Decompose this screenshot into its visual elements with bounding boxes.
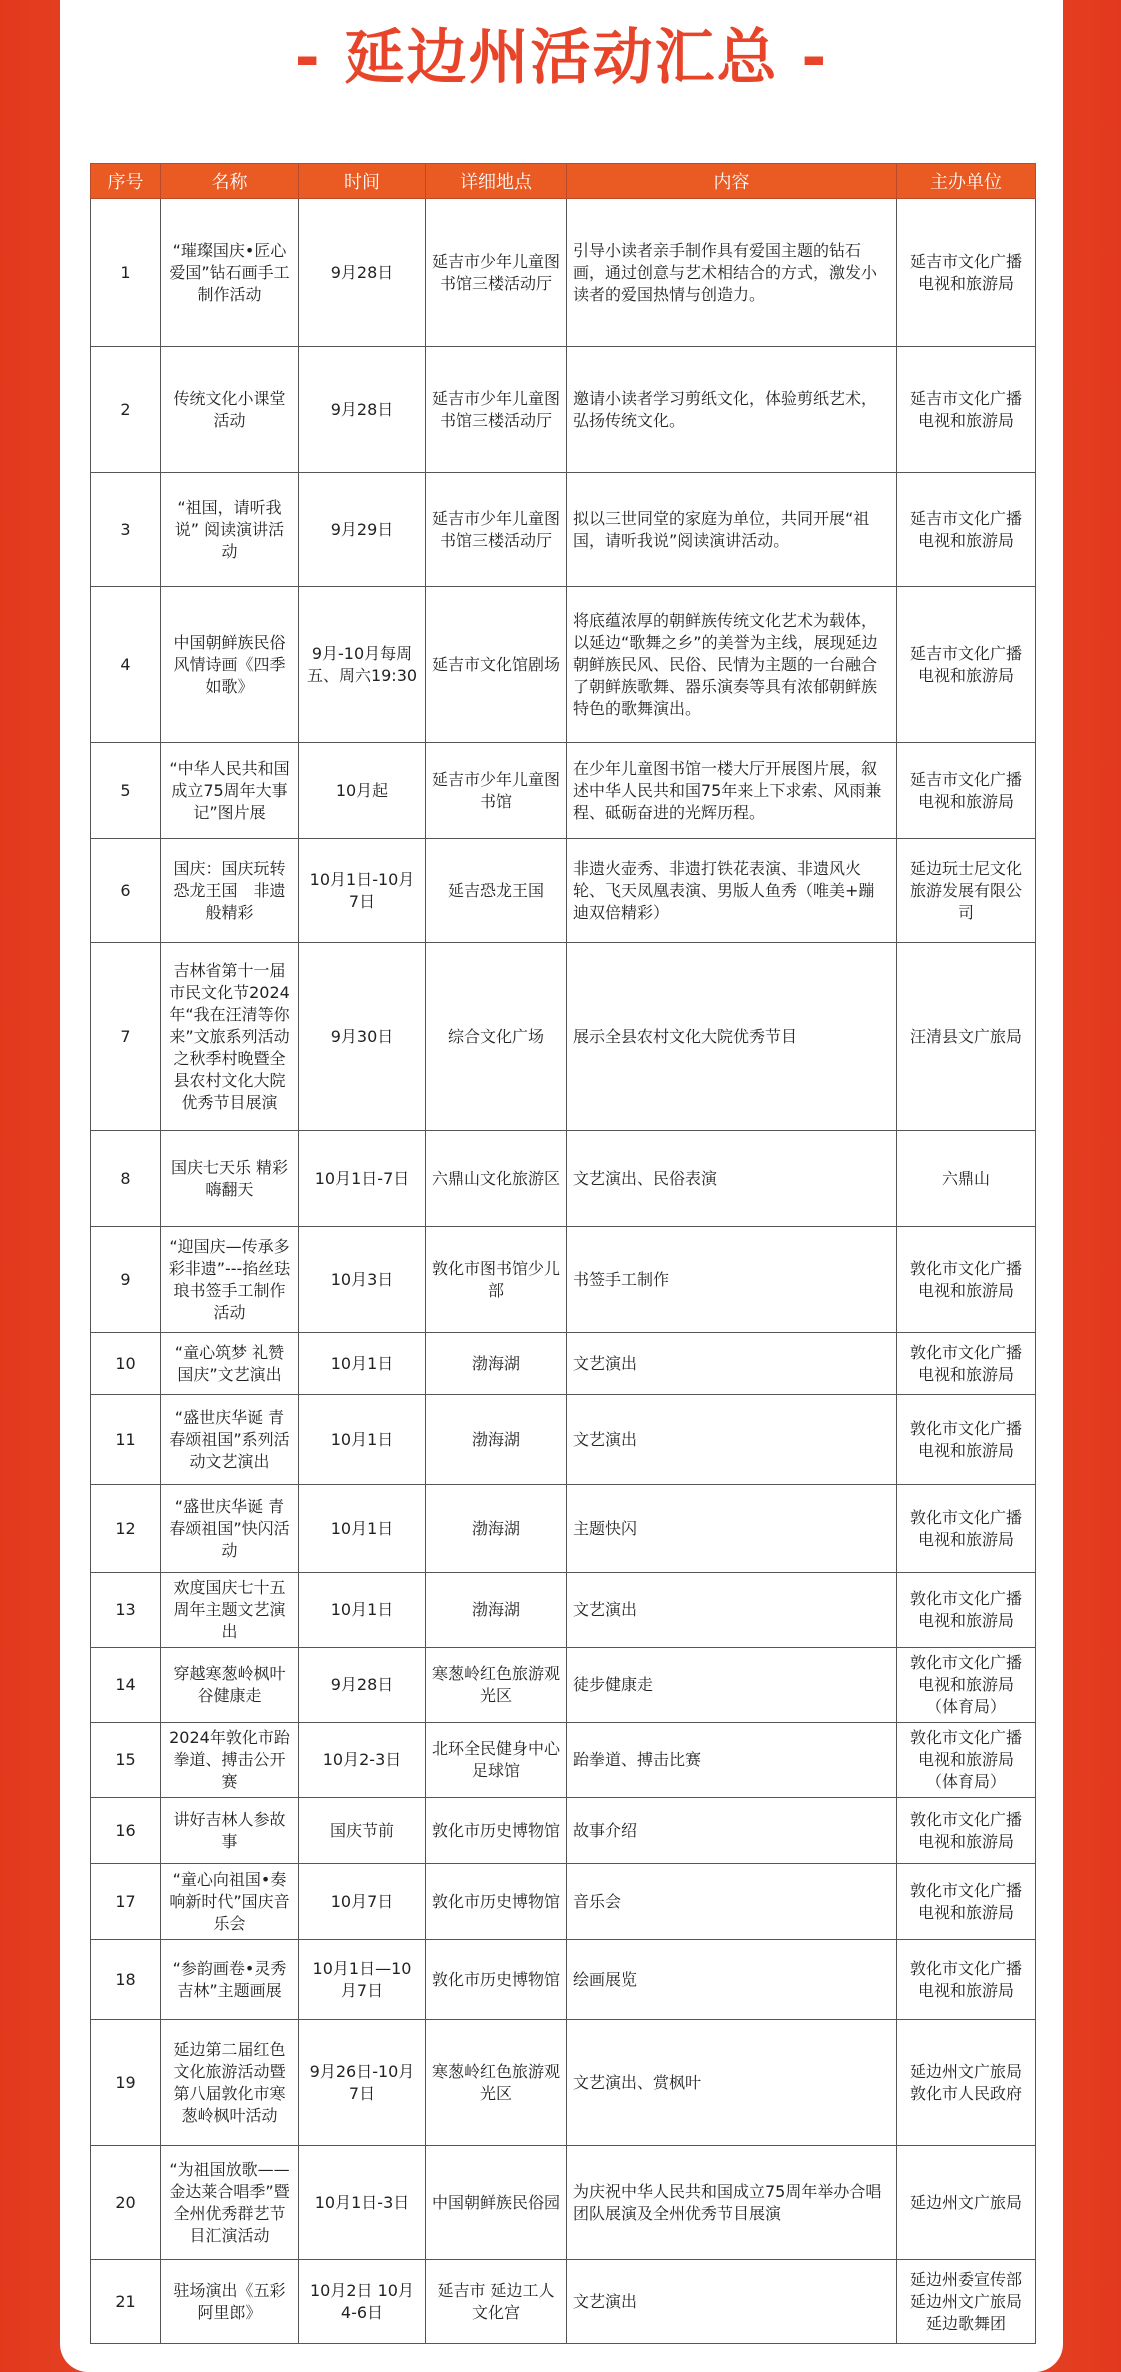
- time-cell: 10月2日 10月4-6日: [299, 2260, 426, 2344]
- time-cell: 9月28日: [299, 347, 426, 473]
- content-cell: 文艺演出: [567, 1573, 897, 1648]
- location-cell: 综合文化广场: [426, 943, 567, 1131]
- index-cell: 1: [91, 199, 161, 347]
- index-cell: 3: [91, 473, 161, 587]
- name-cell: “盛世庆华诞 青春颂祖国”快闪活动: [161, 1485, 299, 1573]
- time-cell: 10月1日-10月7日: [299, 839, 426, 943]
- name-cell: “迎国庆—传承多彩非遗”---掐丝珐琅书签手工制作活动: [161, 1227, 299, 1333]
- location-cell: 寒葱岭红色旅游观光区: [426, 2020, 567, 2146]
- table-row: [91, 2146, 1036, 2260]
- location-cell: 延吉市少年儿童图书馆: [426, 743, 567, 839]
- name-cell: 2024年敦化市跆拳道、搏击公开赛: [161, 1723, 299, 1798]
- table-row: [91, 943, 1036, 1131]
- table-row: [91, 1573, 1036, 1648]
- index-cell: 16: [91, 1798, 161, 1864]
- content-cell: 主题快闪: [567, 1485, 897, 1573]
- organizer-cell: 汪清县文广旅局: [897, 943, 1036, 1131]
- time-cell: 10月1日: [299, 1485, 426, 1573]
- index-cell: 18: [91, 1940, 161, 2020]
- header-content: 内容: [567, 164, 897, 199]
- time-cell: 10月起: [299, 743, 426, 839]
- time-cell: 9月28日: [299, 199, 426, 347]
- index-cell: 9: [91, 1227, 161, 1333]
- organizer-cell: 延吉市文化广播电视和旅游局: [897, 347, 1036, 473]
- location-cell: 渤海湖: [426, 1573, 567, 1648]
- content-cell: 文艺演出: [567, 1395, 897, 1485]
- table-row: [91, 473, 1036, 587]
- name-cell: “璀璨国庆•匠心爱国”钻石画手工制作活动: [161, 199, 299, 347]
- content-cell: 绘画展览: [567, 1940, 897, 2020]
- content-cell: 在少年儿童图书馆一楼大厅开展图片展，叙述中华人民共和国75年来上下求索、风雨兼程、砥砺奋进的光辉历程。: [567, 743, 897, 839]
- index-cell: 11: [91, 1395, 161, 1485]
- location-cell: 敦化市历史博物馆: [426, 1940, 567, 2020]
- time-cell: 9月29日: [299, 473, 426, 587]
- name-cell: 国庆七天乐 精彩嗨翻天: [161, 1131, 299, 1227]
- index-cell: 7: [91, 943, 161, 1131]
- time-cell: 10月1日-7日: [299, 1131, 426, 1227]
- header-index: 序号: [91, 164, 161, 199]
- content-cell: 邀请小读者学习剪纸文化，体验剪纸艺术，弘扬传统文化。: [567, 347, 897, 473]
- name-cell: “为祖国放歌——金达莱合唱季”暨全州优秀群艺节目汇演活动: [161, 2146, 299, 2260]
- name-cell: “参韵画卷•灵秀吉林”主题画展: [161, 1940, 299, 2020]
- organizer-cell: 延边州文广旅局 敦化市人民政府: [897, 2020, 1036, 2146]
- location-cell: 延吉市 延边工人文化宫: [426, 2260, 567, 2344]
- time-cell: 10月1日: [299, 1333, 426, 1395]
- location-cell: 延吉市少年儿童图书馆三楼活动厅: [426, 199, 567, 347]
- table-row: [91, 199, 1036, 347]
- header-location: 详细地点: [426, 164, 567, 199]
- activity-table: [90, 163, 1036, 2344]
- time-cell: 10月1日: [299, 1573, 426, 1648]
- content-cell: 非遗火壶秀、非遗打铁花表演、非遗风火轮、飞天凤凰表演、男版人鱼秀（唯美+蹦迪双倍精彩）: [567, 839, 897, 943]
- time-cell: 10月1日-3日: [299, 2146, 426, 2260]
- time-cell: 10月7日: [299, 1864, 426, 1940]
- name-cell: “盛世庆华诞 青春颂祖国”系列活动文艺演出: [161, 1395, 299, 1485]
- name-cell: 延边第二届红色文化旅游活动暨第八届敦化市寒葱岭枫叶活动: [161, 2020, 299, 2146]
- content-cell: 跆拳道、搏击比赛: [567, 1723, 897, 1798]
- location-cell: 渤海湖: [426, 1333, 567, 1395]
- content-cell: 引导小读者亲手制作具有爱国主题的钻石画，通过创意与艺术相结合的方式，激发小读者的爱国热情与创造力。: [567, 199, 897, 347]
- index-cell: 8: [91, 1131, 161, 1227]
- time-cell: 9月28日: [299, 1648, 426, 1723]
- index-cell: 17: [91, 1864, 161, 1940]
- organizer-cell: 敦化市文化广播电视和旅游局（体育局）: [897, 1648, 1036, 1723]
- table-row: [91, 1864, 1036, 1940]
- content-cell: 文艺演出: [567, 1333, 897, 1395]
- table-row: [91, 1648, 1036, 1723]
- organizer-cell: 延边州文广旅局: [897, 2146, 1036, 2260]
- time-cell: 9月26日-10月7日: [299, 2020, 426, 2146]
- location-cell: 寒葱岭红色旅游观光区: [426, 1648, 567, 1723]
- organizer-cell: 敦化市文化广播电视和旅游局: [897, 1395, 1036, 1485]
- content-cell: 文艺演出、赏枫叶: [567, 2020, 897, 2146]
- content-cell: 徒步健康走: [567, 1648, 897, 1723]
- table-row: [91, 1485, 1036, 1573]
- organizer-cell: 敦化市文化广播电视和旅游局: [897, 1485, 1036, 1573]
- index-cell: 5: [91, 743, 161, 839]
- content-cell: 音乐会: [567, 1864, 897, 1940]
- name-cell: 讲好吉林人参故事: [161, 1798, 299, 1864]
- organizer-cell: 敦化市文化广播电视和旅游局: [897, 1573, 1036, 1648]
- content-cell: 文艺演出、民俗表演: [567, 1131, 897, 1227]
- organizer-cell: 敦化市文化广播电视和旅游局: [897, 1798, 1036, 1864]
- organizer-cell: 敦化市文化广播电视和旅游局: [897, 1333, 1036, 1395]
- table-row: [91, 2260, 1036, 2344]
- time-cell: 9月30日: [299, 943, 426, 1131]
- time-cell: 10月1日—10月7日: [299, 1940, 426, 2020]
- index-cell: 20: [91, 2146, 161, 2260]
- organizer-cell: 敦化市文化广播电视和旅游局（体育局）: [897, 1723, 1036, 1798]
- time-cell: 10月2-3日: [299, 1723, 426, 1798]
- table-row: [91, 1131, 1036, 1227]
- header-name: 名称: [161, 164, 299, 199]
- name-cell: 驻场演出《五彩阿里郎》: [161, 2260, 299, 2344]
- table-row: [91, 839, 1036, 943]
- content-cell: 为庆祝中华人民共和国成立75周年举办合唱团队展演及全州优秀节目展演: [567, 2146, 897, 2260]
- index-cell: 14: [91, 1648, 161, 1723]
- table-row: [91, 1723, 1036, 1798]
- table-row: [91, 1333, 1036, 1395]
- index-cell: 13: [91, 1573, 161, 1648]
- organizer-cell: 延边州委宣传部 延边州文广旅局 延边歌舞团: [897, 2260, 1036, 2344]
- table-body: [91, 199, 1036, 2344]
- organizer-cell: 敦化市文化广播电视和旅游局: [897, 1864, 1036, 1940]
- table-header-row: [91, 164, 1036, 199]
- name-cell: 欢度国庆七十五周年主题文艺演出: [161, 1573, 299, 1648]
- table-row: [91, 1227, 1036, 1333]
- table-row: [91, 1395, 1036, 1485]
- table-row: [91, 347, 1036, 473]
- header-organizer: 主办单位: [897, 164, 1036, 199]
- index-cell: 15: [91, 1723, 161, 1798]
- organizer-cell: 敦化市文化广播电视和旅游局: [897, 1940, 1036, 2020]
- time-cell: 国庆节前: [299, 1798, 426, 1864]
- location-cell: 六鼎山文化旅游区: [426, 1131, 567, 1227]
- organizer-cell: 敦化市文化广播电视和旅游局: [897, 1227, 1036, 1333]
- name-cell: “童心向祖国•奏响新时代”国庆音乐会: [161, 1864, 299, 1940]
- index-cell: 6: [91, 839, 161, 943]
- organizer-cell: 延边玩士尼文化旅游发展有限公司: [897, 839, 1036, 943]
- location-cell: 延吉恐龙王国: [426, 839, 567, 943]
- name-cell: “祖国，请听我说” 阅读演讲活动: [161, 473, 299, 587]
- index-cell: 21: [91, 2260, 161, 2344]
- index-cell: 10: [91, 1333, 161, 1395]
- location-cell: 渤海湖: [426, 1395, 567, 1485]
- organizer-cell: 延吉市文化广播电视和旅游局: [897, 473, 1036, 587]
- content-cell: 将底蕴浓厚的朝鲜族传统文化艺术为载体，以延边“歌舞之乡”的美誉为主线，展现延边朝鲜族民风、民俗、民情为主题的一台融合了朝鲜族歌舞、器乐演奏等具有浓郁朝鲜族特色的歌舞演出。: [567, 587, 897, 743]
- location-cell: 北环全民健身中心足球馆: [426, 1723, 567, 1798]
- content-cell: 书签手工制作: [567, 1227, 897, 1333]
- time-cell: 10月1日: [299, 1395, 426, 1485]
- organizer-cell: 延吉市文化广播电视和旅游局: [897, 743, 1036, 839]
- index-cell: 2: [91, 347, 161, 473]
- index-cell: 19: [91, 2020, 161, 2146]
- table-row: [91, 587, 1036, 743]
- name-cell: “童心筑梦 礼赞国庆”文艺演出: [161, 1333, 299, 1395]
- table-row: [91, 743, 1036, 839]
- content-cell: 文艺演出: [567, 2260, 897, 2344]
- name-cell: 穿越寒葱岭枫叶谷健康走: [161, 1648, 299, 1723]
- name-cell: 传统文化小课堂活动: [161, 347, 299, 473]
- organizer-cell: 延吉市文化广播电视和旅游局: [897, 199, 1036, 347]
- name-cell: 国庆：国庆玩转恐龙王国 非遗般精彩: [161, 839, 299, 943]
- name-cell: 吉林省第十一届市民文化节2024年“我在汪清等你来”文旅系列活动之秋季村晚暨全县农村文化大院优秀节目展演: [161, 943, 299, 1131]
- time-cell: 10月3日: [299, 1227, 426, 1333]
- table-row: [91, 2020, 1036, 2146]
- organizer-cell: 延吉市文化广播电视和旅游局: [897, 587, 1036, 743]
- location-cell: 延吉市少年儿童图书馆三楼活动厅: [426, 347, 567, 473]
- location-cell: 渤海湖: [426, 1485, 567, 1573]
- location-cell: 敦化市历史博物馆: [426, 1798, 567, 1864]
- content-cell: 展示全县农村文化大院优秀节目: [567, 943, 897, 1131]
- name-cell: 中国朝鲜族民俗风情诗画《四季如歌》: [161, 587, 299, 743]
- table-row: [91, 1940, 1036, 2020]
- time-cell: 9月-10月每周五、周六19:30: [299, 587, 426, 743]
- location-cell: 中国朝鲜族民俗园: [426, 2146, 567, 2260]
- location-cell: 延吉市少年儿童图书馆三楼活动厅: [426, 473, 567, 587]
- location-cell: 敦化市图书馆少儿部: [426, 1227, 567, 1333]
- location-cell: 延吉市文化馆剧场: [426, 587, 567, 743]
- location-cell: 敦化市历史博物馆: [426, 1864, 567, 1940]
- content-cell: 故事介绍: [567, 1798, 897, 1864]
- index-cell: 12: [91, 1485, 161, 1573]
- name-cell: “中华人民共和国成立75周年大事记”图片展: [161, 743, 299, 839]
- header-time: 时间: [299, 164, 426, 199]
- page-title: - 延边州活动汇总 -: [294, 23, 829, 93]
- organizer-cell: 六鼎山: [897, 1131, 1036, 1227]
- index-cell: 4: [91, 587, 161, 743]
- table-row: [91, 1798, 1036, 1864]
- content-cell: 拟以三世同堂的家庭为单位，共同开展“祖国，请听我说”阅读演讲活动。: [567, 473, 897, 587]
